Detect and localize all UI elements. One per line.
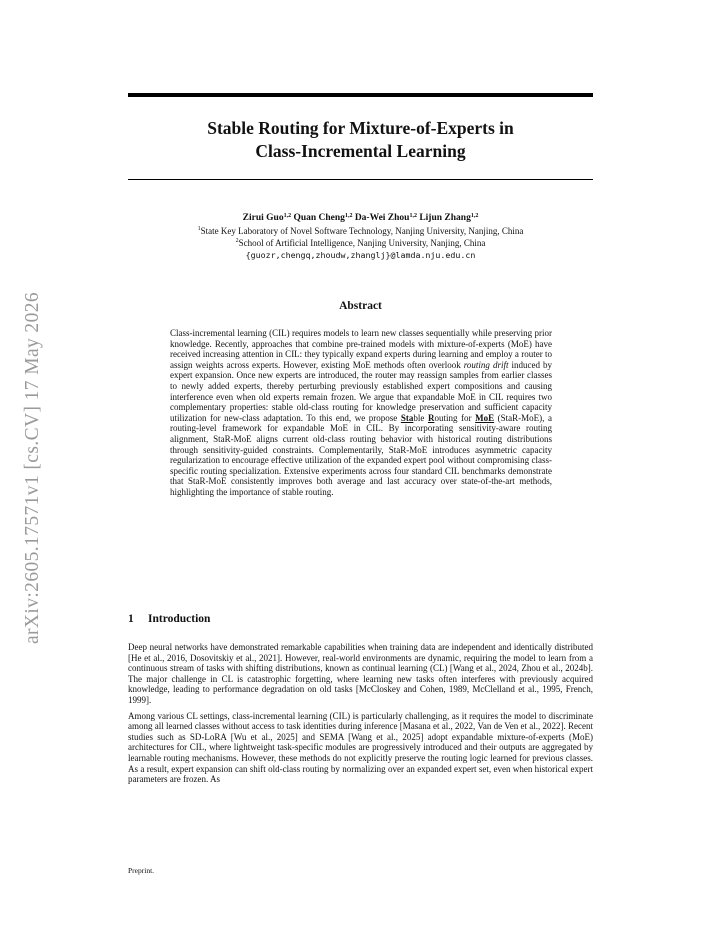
- author-emails[interactable]: {guozr,chengq,zhoudw,zhanglj}@lamda.nju.edu.cn: [245, 250, 476, 260]
- acronym-highlight: R: [427, 412, 435, 423]
- author-name: Quan Cheng: [293, 213, 345, 223]
- title-line-2: Class-Incremental Learning: [255, 141, 466, 161]
- paper-title: [128, 117, 593, 163]
- affiliation-sup: 2: [235, 238, 239, 244]
- arxiv-stamp[interactable]: arXiv:2605.17571v1 [cs.CV] 17 May 2026: [22, 291, 43, 645]
- introduction-body: [128, 642, 593, 790]
- abstract-heading: Abstract: [339, 300, 382, 312]
- footer-preprint: Preprint.: [128, 866, 155, 875]
- abstract-text: outing for: [434, 412, 476, 423]
- abstract-emphasis: routing drift: [463, 359, 509, 370]
- abstract-text: ble: [413, 412, 428, 423]
- title-top-rule: [128, 93, 593, 97]
- author-block: [128, 212, 593, 261]
- author-affiliation-sup: 1,2: [409, 213, 417, 219]
- author-affiliation-sup: 1,2: [283, 213, 292, 219]
- abstract-text: Class-incremental learning (CIL) requires models to learn new classes sequentially while preserving prior knowledge. Recently, approaches that combine pre-trained models with mixture-of-experts (MoE) have received increasing attention in CIL: they typically expand experts during learning and employ a router to assign weights across experts. However, existing MoE methods often overlook: [170, 328, 552, 370]
- acronym-highlight: Sta: [400, 412, 414, 423]
- abstract-text: induced by expert expansion. Once new experts are introduced, the router may reassign samples from earlier classes to newly added experts, thereby perturbing previously established expert compositions and causing interference even when old experts remain frozen. We argue that expandable MoE in CIL requires two complementary properties: stable old-class routing for knowledge preservation and sufficient capacity utilization for new-class adaptation. To this end, we propose: [170, 359, 552, 423]
- affiliation-1: [128, 225, 593, 237]
- affiliation-text: State Key Laboratory of Novel Software Technology, Nanjing University, Nanjing, China: [200, 226, 524, 236]
- title-line-1: Stable Routing for Mixture-of-Experts in: [207, 118, 514, 138]
- affiliation-2: [128, 237, 593, 249]
- author-affiliation-sup: 1,2: [470, 213, 479, 219]
- acronym-highlight: MoE: [475, 412, 495, 423]
- abstract-body: [170, 328, 552, 498]
- affiliation-text: School of Artificial Intelligence, Nanjing University, Nanjing, China: [238, 238, 486, 248]
- author-name: Da-Wei Zhou: [354, 213, 410, 223]
- affiliation-sup: 1: [197, 226, 201, 232]
- author-name: Zirui Guo: [242, 213, 284, 223]
- section-number: 1: [128, 613, 134, 625]
- author-affiliation-sup: 1,2: [344, 213, 353, 219]
- author-name: Lijun Zhang: [419, 213, 471, 223]
- section-title: Introduction: [148, 613, 211, 625]
- title-bottom-rule: [128, 179, 593, 180]
- intro-paragraph: Among various CL settings, class-incremental learning (CIL) is particularly challenging, as it requires the model to discriminate among all learned classes without access to task identities during inference [Masana et al., 2022, Van de Ven et al., 2022]. Recent studies such as SD-LoRA [Wu et al., 2025] and SEMA [Wang et al., 2025] adopt expandable mixture-of-experts (MoE) architectures for CIL, where lightweight task-specific modules are progressively introduced and their outputs are aggregated by learnable routing mechanisms. However, these methods do not explicitly preserve the routing logic learned for previous classes. As a result, expert expansion can shift old-class routing by normalizing over an expanded expert set, even when historical expert parameters are frozen. As: [128, 710, 593, 785]
- author-list: [128, 212, 593, 225]
- intro-paragraph: Deep neural networks have demonstrated remarkable capabilities when training data are independent and identically distributed [He et al., 2016, Dosovitskiy et al., 2021]. However, real-world environments are dynamic, requiring the model to learn from a continuous stream of tasks with shifting distributions, known as continual learning (CL) [Wang et al., 2024, Zhou et al., 2024b]. The major challenge in CL is catastrophic forgetting, where learning new tasks often interferes with previously acquired knowledge, leading to performance degradation on old tasks [McCloskey and Cohen, 1989, McClelland et al., 1995, French, 1999].: [128, 642, 593, 705]
- abstract-text: (StaR-MoE), a routing-level framework for expandable MoE in CIL. By incorporating sensitivity-aware routing alignment, StaR-MoE aligns current old-class routing behavior with historical routing distributions through sensitivity-guided constraints. Complementarily, StaR-MoE introduces asymmetric capacity regularization to encourage effective utilization of the expanded expert pool without compromising class-specific routing specialization. Extensive experiments across four standard CIL benchmarks demonstrate that StaR-MoE consistently improves both average and last accuracy over state-of-the-art methods, highlighting the importance of stable routing.: [170, 412, 552, 497]
- section-heading: [128, 613, 593, 625]
